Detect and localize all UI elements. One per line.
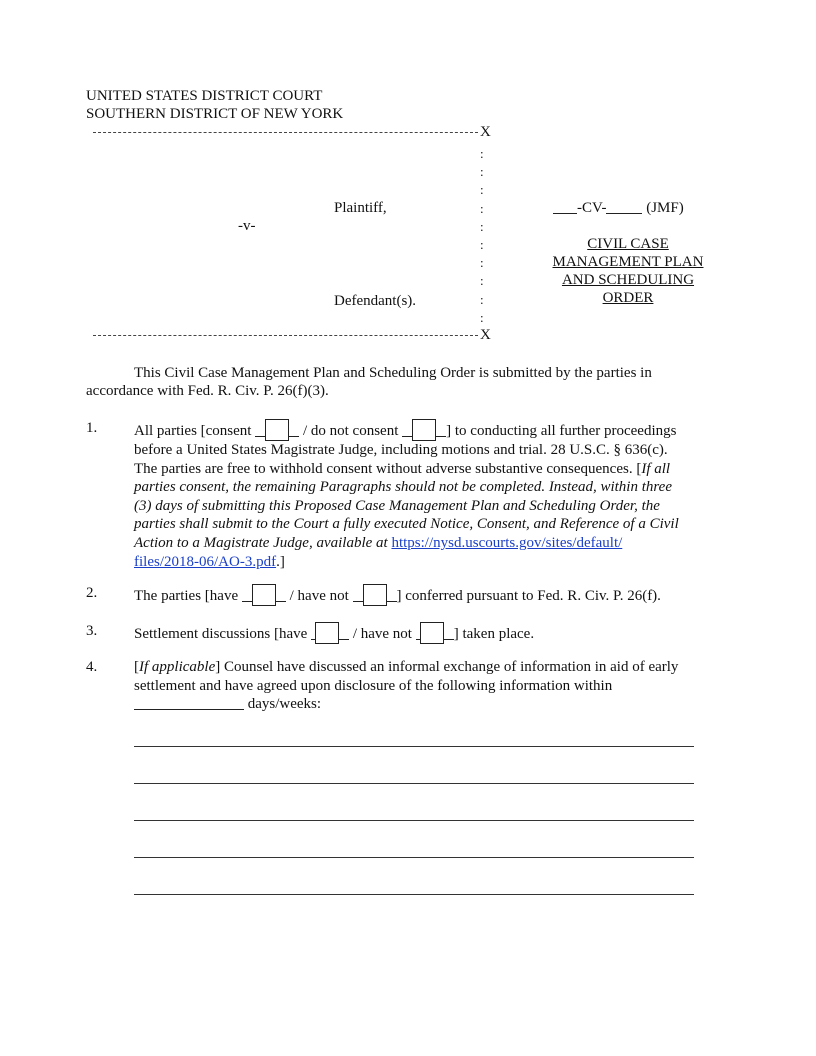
- item-2-number: 2.: [86, 585, 98, 601]
- title-line-4: ORDER: [602, 290, 654, 306]
- item-1-consent-label: All parties [consent: [134, 423, 252, 439]
- title-line-3: AND SCHEDULING: [561, 272, 695, 288]
- disclosure-period-blank[interactable]: [134, 709, 244, 710]
- item-2-have-not-label: / have not: [289, 588, 349, 604]
- plaintiff-label: Plaintiff,: [334, 200, 387, 216]
- conferred-have-checkbox[interactable]: [252, 584, 276, 606]
- ao3-form-link-continued[interactable]: files/2018-06/AO-3.pdf: [134, 553, 277, 570]
- item-1-number: 1.: [86, 420, 98, 436]
- document-title: [540, 235, 716, 307]
- item-3-rest: ] taken place.: [453, 626, 535, 642]
- case-seq-blank[interactable]: [606, 213, 642, 214]
- item-1-line-4: parties consent, the remaining Paragraphs should not be completed. Instead, within three: [134, 479, 672, 496]
- item-1-text: [134, 419, 719, 571]
- item-4-days-weeks: days/weeks:: [247, 696, 322, 713]
- item-1-line-6: parties shall submit to the Court a fully executed Notice, Consent, and Reference of a Civil: [134, 516, 679, 533]
- consent-checkbox[interactable]: [265, 419, 289, 441]
- item-4-text: [134, 658, 719, 714]
- caption-x-bottom: X: [480, 327, 491, 343]
- item-1-line1-rest: ] to conducting all further proceedings: [446, 423, 677, 439]
- answer-line-1[interactable]: [134, 746, 694, 747]
- title-line-1: CIVIL CASE: [587, 236, 669, 252]
- intro-line-2: accordance with Fed. R. Civ. P. 26(f)(3).: [86, 383, 329, 399]
- case-number-cv: -CV-: [577, 200, 607, 216]
- settlement-have-not-checkbox[interactable]: [420, 622, 444, 644]
- case-number: [553, 199, 684, 217]
- item-1-line-2: before a United States Magistrate Judge, including motions and trial. 28 U.S.C. § 636(c).: [134, 442, 668, 458]
- case-judge-initials: (JMF): [646, 200, 684, 216]
- item-1-line-3: The parties are free to withhold consent without adverse substantive consequences. [: [134, 460, 642, 477]
- item-3-have-label: Settlement discussions [have: [134, 626, 308, 642]
- answer-line-5[interactable]: [134, 894, 694, 895]
- caption-x-top: X: [480, 124, 491, 140]
- item-1-close: .]: [276, 553, 285, 570]
- caption-colon-column: : : : : : : : : : :: [480, 146, 484, 325]
- court-district: SOUTHERN DISTRICT OF NEW YORK: [86, 106, 344, 122]
- item-4-number: 4.: [86, 659, 98, 675]
- item-3-text: [134, 622, 719, 644]
- item-1-line-5: (3) days of submitting this Proposed Case Management Plan and Scheduling Order, the: [134, 497, 660, 514]
- caption-top-rule: [93, 132, 478, 133]
- conferred-have-not-checkbox[interactable]: [363, 584, 387, 606]
- title-line-2: MANAGEMENT PLAN: [552, 254, 704, 270]
- item-1-no-consent-label: / do not consent: [302, 423, 399, 439]
- intro-line-1: This Civil Case Management Plan and Scheduling Order is submitted by the parties in: [134, 365, 652, 381]
- item-4-line-1: ] Counsel have discussed an informal exchange of information in aid of early: [215, 659, 679, 675]
- item-1-line-3-italic: If all: [641, 460, 671, 477]
- answer-line-3[interactable]: [134, 820, 694, 821]
- case-year-blank[interactable]: [553, 213, 577, 214]
- item-2-have-label: The parties [have: [134, 588, 239, 604]
- answer-line-4[interactable]: [134, 857, 694, 858]
- item-3-number: 3.: [86, 623, 98, 639]
- defendant-label: Defendant(s).: [334, 293, 417, 309]
- ao3-form-link[interactable]: https://nysd.uscourts.gov/sites/default/: [391, 534, 623, 551]
- item-2-text: [134, 584, 719, 606]
- versus-label: -v-: [238, 218, 256, 234]
- court-name: UNITED STATES DISTRICT COURT: [86, 88, 323, 104]
- item-2-rest: ] conferred pursuant to Fed. R. Civ. P. 26(f).: [396, 588, 661, 604]
- item-4-if-applicable: If applicable: [139, 659, 216, 675]
- no-consent-checkbox[interactable]: [412, 419, 436, 441]
- caption-bottom-rule: [93, 335, 478, 336]
- item-4-line-2: settlement and have agreed upon disclosure of the following information within: [134, 677, 613, 694]
- item-3-have-not-label: / have not: [352, 626, 412, 642]
- item-1-line-7: Action to a Magistrate Judge, available at: [134, 534, 388, 551]
- item-4-bracket: [: [134, 659, 139, 675]
- answer-line-2[interactable]: [134, 783, 694, 784]
- settlement-have-checkbox[interactable]: [315, 622, 339, 644]
